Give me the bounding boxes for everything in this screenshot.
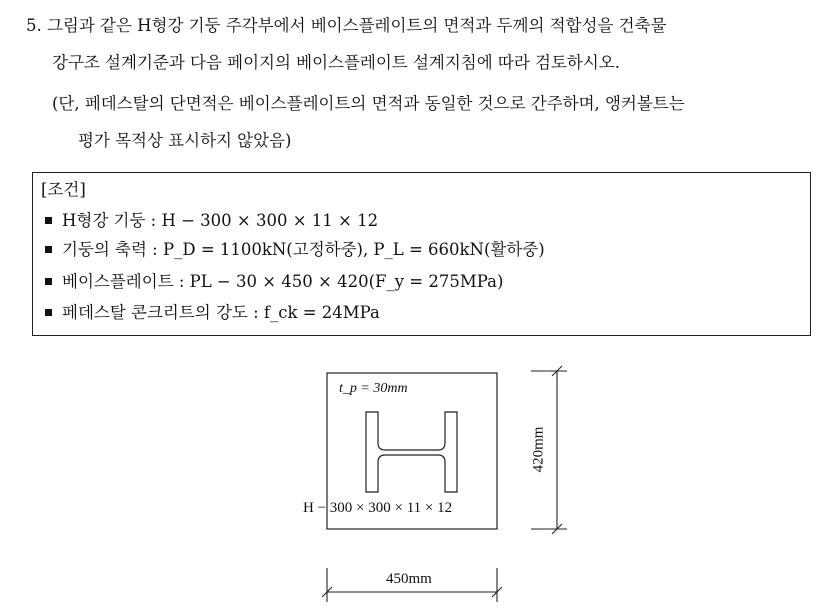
height-dimension-label: 420mm (530, 426, 547, 473)
condition-item-axial-load: 기둥의 축력 : P_D = 1100kN(고정하중), P_L = 660kN(활하중) (41, 240, 545, 260)
plate-thickness-label: t_p = 30mm (339, 381, 408, 396)
question-line-1: 5. 그림과 같은 H형강 기둥 주각부에서 베이스플레이트의 면적과 두께의 적합성을 건축물 (26, 16, 667, 35)
question-note-line-2: 평가 목적상 표시하지 않았음) (78, 131, 292, 150)
question-note-line-1: (단, 페데스탈의 단면적은 베이스플레이트의 면적과 동일한 것으로 간주하며, 앵커볼트는 (52, 94, 685, 113)
condition-item-column: H형강 기둥 : H − 300 × 300 × 11 × 12 (41, 211, 378, 231)
condition-item-base-plate: 베이스플레이트 : PL − 30 × 450 × 420(F_y = 275MPa) (41, 272, 503, 292)
width-dimension-label: 450mm (386, 571, 432, 587)
question-line-2: 강구조 설계기준과 다음 페이지의 베이스플레이트 설계지침에 따라 검토하시오. (52, 53, 620, 72)
h-section-label: H − 300 × 300 × 11 × 12 (303, 500, 453, 516)
h-section-outline (366, 412, 457, 492)
condition-item-concrete: 페데스탈 콘크리트의 강도 : f_ck = 24MPa (41, 303, 380, 323)
conditions-header: [조건] (41, 180, 86, 199)
